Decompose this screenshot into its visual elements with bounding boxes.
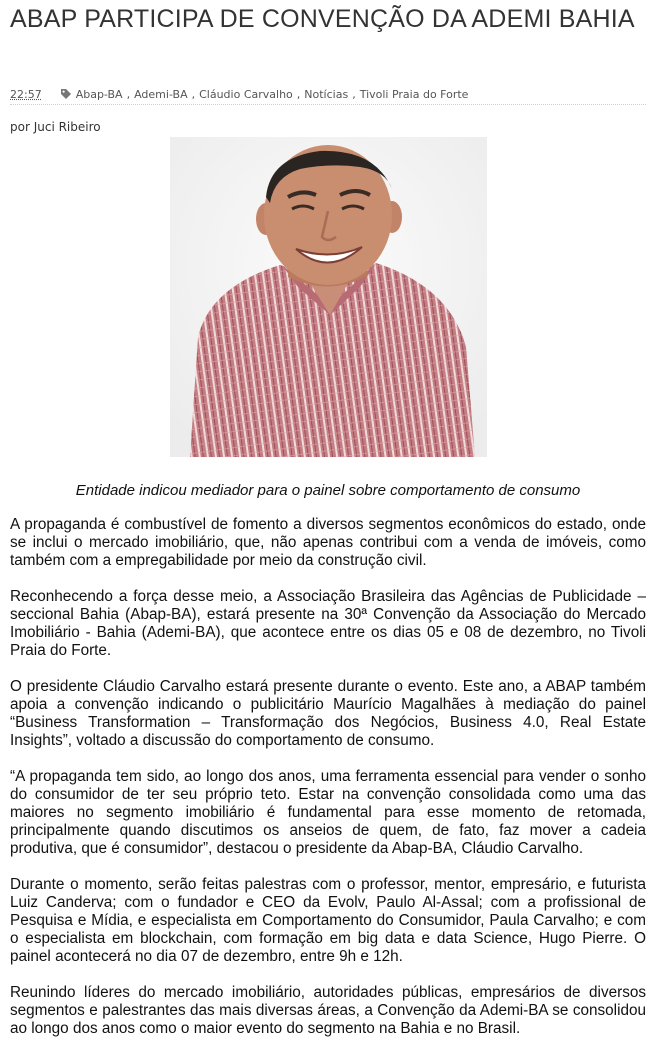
tag-icon [60, 88, 72, 100]
tag-separator: , [126, 87, 131, 101]
tag-separator: , [296, 87, 301, 101]
article-body [10, 516, 646, 1056]
meta-divider [10, 104, 646, 105]
tag-link[interactable]: Tivoli Praia do Forte [359, 87, 469, 101]
tag-separator: , [352, 87, 356, 101]
paragraph: “A propaganda tem sido, ao longo dos anos, uma ferramenta essencial para vender o sonho do consumidor de ter seu próprio teto. Estar na convenção consolidada como uma das maiores no segmento imobiliário é fundamental para esse momento de retomada, principalmente quando discutimos os anseios de quem, de fato, faz mover a cadeia produtiva, que é consumidor”, destacou o presidente da Abap-BA, Cláudio Carvalho. [10, 768, 646, 857]
post-title: ABAP PARTICIPA DE CONVENÇÃO DA ADEMI BAHIA [10, 5, 635, 33]
paragraph: Reunindo líderes do mercado imobiliário, autoridades públicas, empresários de diversos segmentos e palestrantes das mais diversas áreas, a Convenção da Ademi-BA se consolidou ao longo dos anos como o maior evento do segmento na Bahia e no Brasil. [10, 984, 646, 1037]
paragraph: Reconhecendo a força desse meio, a Associação Brasileira das Agências de Publicidade – seccional Bahia (Abap-BA), estará presente na 30ª Convenção da Associação do Mercado Imobiliário - Bahia (Ademi-BA), que acontece entre os dias 05 e 08 de dezembro, no Tivoli Praia do Forte. [10, 588, 646, 659]
tag-list [76, 88, 469, 101]
article-photo [170, 137, 487, 457]
tag-link[interactable]: Notícias [304, 87, 349, 101]
tag-link[interactable]: Ademi-BA [134, 87, 188, 101]
paragraph: Durante o momento, serão feitas palestras com o professor, mentor, empresário, e futurista Luiz Canderva; com o fundador e CEO da Evolv, Paulo Al-Assal; com a profissional de Pesquisa e Mídia, e especialista em Comportamento do Consumidor, Paula Carvalho; e com o especialista em blockchain, com formação em big data e data Science, Hugo Pierre. O painel acontecerá no dia 07 de dezembro, entre 9h e 12h. [10, 876, 646, 965]
tag-link[interactable]: Abap-BA [75, 87, 123, 101]
paragraph: O presidente Cláudio Carvalho estará presente durante o evento. Este ano, a ABAP também apoia a convenção indicando o publicitário Maurício Magalhães à mediação do painel “Business Transformation – Transformação dos Negócios, Business 4.0, Real Estate Insights”, voltado a discussão do comportamento de consumo. [10, 678, 646, 749]
post-meta [10, 84, 646, 104]
paragraph: A propaganda é combustível de fomento a diversos segmentos econômicos do estado, onde se inclui o mercado imobiliário, que, não apenas contribui com a venda de imóveis, como também com a empregabilidade por meio da construção civil. [10, 516, 646, 569]
tag-separator: , [191, 87, 196, 101]
byline: por Juci Ribeiro [10, 120, 101, 134]
tag-link[interactable]: Cláudio Carvalho [199, 87, 293, 101]
photo-caption: Entidade indicou mediador para o painel sobre comportamento de consumo [75, 482, 581, 499]
post-time-link[interactable]: 22:57 [10, 87, 42, 101]
